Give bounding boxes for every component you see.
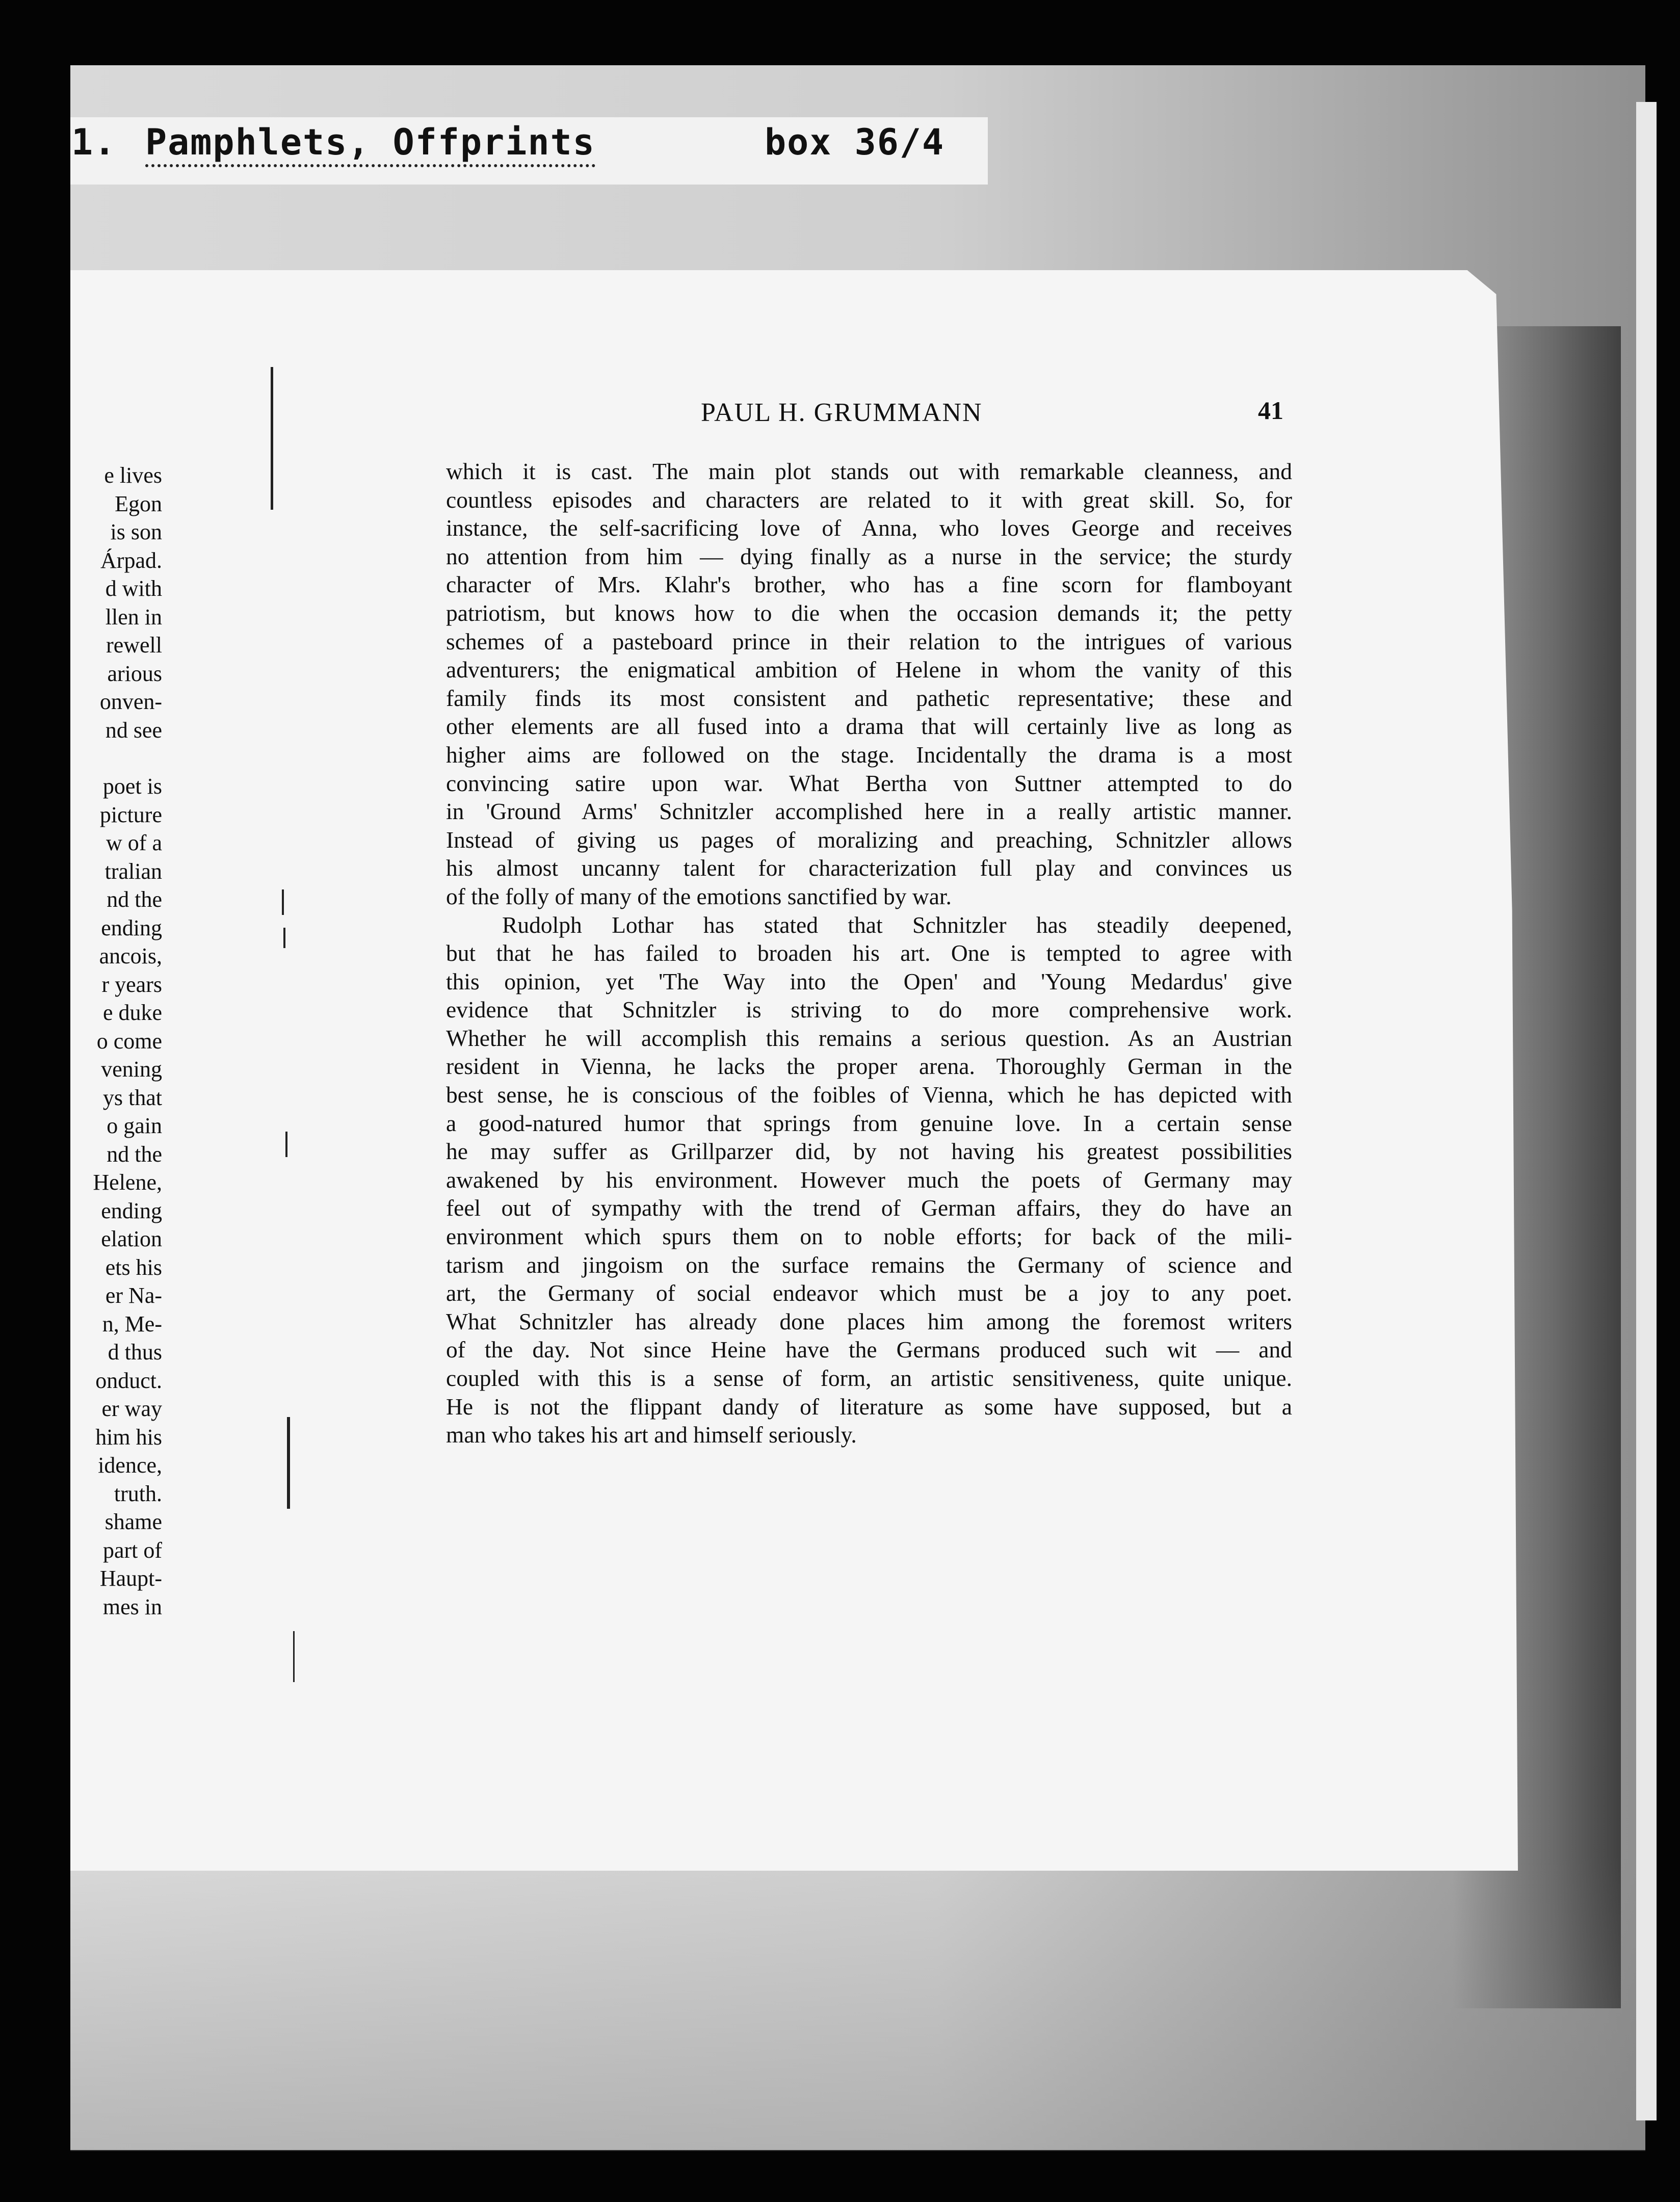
backing-bottom-shadow [70, 1855, 1645, 2151]
body-line: He is not the flippant dandy of literature as some have supposed, but a [446, 1393, 1292, 1420]
body-line: character of Mrs. Klahr's brother, who has a fine scorn for flamboyant [446, 571, 1292, 598]
previous-page-line: w of a [106, 830, 162, 855]
previous-page-line: er way [101, 1396, 162, 1421]
body-line: patriotism, but knows how to die when the occasion demands it; the petty [446, 599, 1292, 626]
body-line: best sense, he is conscious of the foibles of Vienna, which he has depicted with [446, 1082, 1292, 1108]
previous-page-line: nd the [107, 887, 162, 912]
body-line: a good-natured humor that springs from genuine love. In a certain sense [446, 1110, 1292, 1136]
previous-page-line: er Na- [105, 1283, 162, 1308]
previous-page-line: ets his [105, 1254, 162, 1280]
running-head: PAUL H. GRUMMANN [701, 398, 983, 427]
previous-page-line: o come [96, 1028, 162, 1054]
previous-page-line: n, Me- [102, 1311, 162, 1336]
article-body [446, 457, 1292, 1449]
body-line: man who takes his art and himself seriously. [446, 1422, 857, 1448]
backing-right-edge [1636, 102, 1657, 2120]
previous-page-line: e duke [102, 1000, 162, 1025]
body-line: convincing satire upon war. What Bertha von Suttner attempted to do [446, 770, 1292, 796]
previous-page-column-upper [70, 461, 162, 744]
body-line: family finds its most consistent and pathetic representative; these and [446, 685, 1292, 711]
body-line: schemes of a pasteboard prince in their relation to the intrigues of various [446, 628, 1292, 654]
previous-page-line: Egon [115, 491, 162, 516]
margin-mark [282, 889, 284, 915]
previous-page-line: tralian [104, 858, 162, 884]
body-line: Rudolph Lothar has stated that Schnitzler has steadily deepened, [502, 911, 1292, 938]
body-line: no attention from him — dying finally as a nurse in the service; the sturdy [446, 543, 1292, 569]
previous-page-line: him his [95, 1424, 162, 1450]
margin-mark [283, 928, 285, 948]
previous-page-column-lower [70, 772, 162, 1621]
body-line: What Schnitzler has already done places him among the foremost writers [446, 1308, 1292, 1334]
body-line: higher aims are followed on the stage. Incidentally the drama is a most [446, 741, 1292, 768]
previous-page-line: Helene, [93, 1170, 162, 1195]
previous-page-line: nd the [107, 1141, 162, 1167]
previous-page-line: ending [101, 1198, 162, 1223]
previous-page-line: idence, [98, 1453, 162, 1478]
previous-page-line: r years [101, 972, 162, 997]
previous-page-line: Árpad. [100, 547, 162, 573]
body-line: environment which spurs them on to noble efforts; for back of the mili- [446, 1223, 1292, 1250]
body-line: his almost uncanny talent for characterization full play and convinces us [446, 855, 1292, 881]
body-line: but that he has failed to broaden his art. One is tempted to agree with [446, 940, 1292, 966]
body-line: instance, the self-sacrificing love of Anna, who loves George and receives [446, 515, 1292, 541]
previous-page-line: truth. [114, 1481, 162, 1506]
archive-label-box: box 36/4 [765, 121, 945, 163]
previous-page-line: arious [107, 661, 162, 686]
body-line: awakened by his environment. However much the poets of Germany may [446, 1166, 1292, 1193]
previous-page-line: d with [105, 576, 162, 601]
body-line: countless episodes and characters are related to it with great skill. So, for [446, 486, 1292, 513]
margin-mark [293, 1631, 295, 1682]
previous-page-line: part of [102, 1537, 162, 1563]
body-line: in 'Ground Arms' Schnitzler accomplished here in a really artistic manner. [446, 798, 1292, 825]
margin-mark [285, 1132, 287, 1157]
previous-page-line: shame [104, 1509, 162, 1534]
previous-page-line: onven- [99, 689, 162, 714]
archive-label-title: Pamphlets, Offprints [145, 121, 595, 167]
page-number: 41 [1258, 396, 1283, 425]
previous-page-line: llen in [105, 604, 162, 630]
archive-label-number: 1. [71, 121, 117, 163]
previous-page-line: is son [110, 519, 162, 544]
body-line: tarism and jingoism on the surface remains the Germany of science and [446, 1251, 1292, 1278]
body-line: of the day. Not since Heine have the Germans produced such wit — and [446, 1336, 1292, 1363]
previous-page-line: rewell [106, 633, 162, 658]
body-line: this opinion, yet 'The Way into the Open' and 'Young Medardus' give [446, 968, 1292, 994]
body-line: adventurers; the enigmatical ambition of Helene in whom the vanity of this [446, 657, 1292, 683]
body-line: Instead of giving us pages of moralizing and preaching, Schnitzler allows [446, 826, 1292, 853]
body-line: Whether he will accomplish this remains a serious question. As an Austrian [446, 1025, 1292, 1051]
body-line: he may suffer as Grillparzer did, by not having his greatest possibilities [446, 1138, 1292, 1165]
body-line: art, the Germany of social endeavor which must be a joy to any poet. [446, 1280, 1292, 1306]
body-line: evidence that Schnitzler is striving to do more comprehensive work. [446, 997, 1292, 1023]
previous-page-line: picture [99, 802, 162, 827]
body-line: feel out of sympathy with the trend of German affairs, they do have an [446, 1195, 1292, 1221]
body-line: of the folly of many of the emotions sanctified by war. [446, 883, 952, 909]
previous-page-line: o gain [107, 1113, 162, 1138]
previous-page-line: ys that [102, 1085, 162, 1110]
margin-mark [287, 1417, 290, 1509]
body-line: which it is cast. The main plot stands out with remarkable cleanness, and [446, 458, 1292, 484]
previous-page-line: mes in [102, 1594, 162, 1619]
margin-mark [271, 367, 273, 510]
previous-page-line: poet is [102, 774, 162, 799]
previous-page-line: elation [101, 1226, 162, 1251]
body-line: coupled with this is a sense of form, an artistic sensitiveness, quite unique. [446, 1365, 1292, 1391]
previous-page-line: vening [101, 1057, 162, 1082]
body-line: resident in Vienna, he lacks the proper arena. Thoroughly German in the [446, 1053, 1292, 1080]
previous-page-line: onduct. [95, 1368, 162, 1393]
previous-page-line: ancois, [99, 943, 162, 968]
previous-page-line: nd see [105, 717, 162, 743]
body-line: other elements are all fused into a drama that will certainly live as long as [446, 713, 1292, 740]
previous-page-line: ending [101, 915, 162, 940]
previous-page-line: d thus [108, 1340, 162, 1365]
previous-page-line: e lives [104, 463, 162, 488]
previous-page-line: Haupt- [99, 1566, 162, 1591]
